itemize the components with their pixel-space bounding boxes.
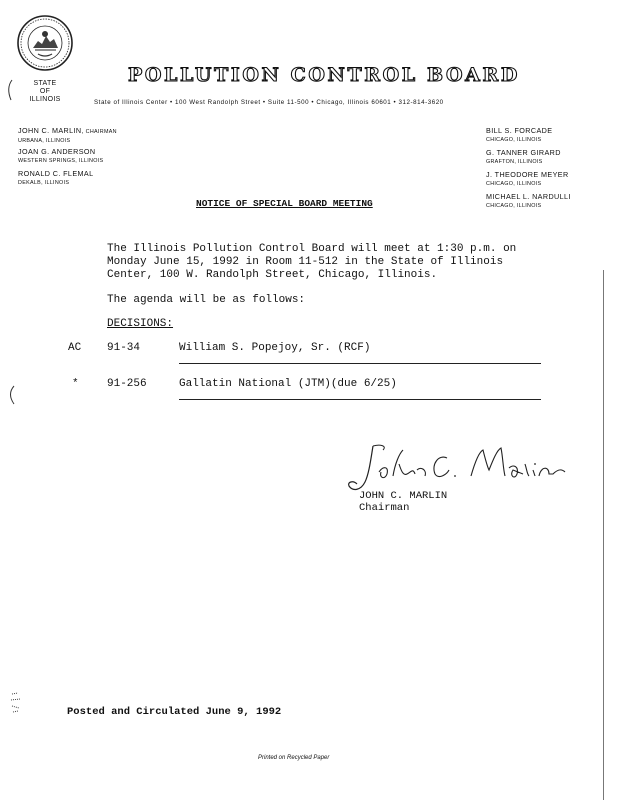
member-forcade	[486, 127, 552, 144]
member-name: JOHN C. MARLIN	[18, 126, 82, 135]
signer-name: JOHN C. MARLIN	[359, 490, 448, 502]
member-location: GRAFTON, ILLINOIS	[486, 158, 543, 165]
agenda-item-rule	[179, 399, 541, 400]
agenda-item-number: 91-256	[107, 378, 147, 390]
member-location: DEKALB, ILLINOIS	[18, 179, 70, 186]
agenda-item-description: William S. Popejoy, Sr. (RCF)	[179, 342, 371, 354]
member-anderson	[18, 148, 103, 165]
member-location: CHICAGO, ILLINOIS	[486, 136, 542, 143]
posted-date: Posted and Circulated June 9, 1992	[67, 706, 282, 718]
agenda-item-number: 91-34	[107, 342, 141, 354]
notice-body-line-1: The Illinois Pollution Control Board will meet at 1:30 p.m. on	[107, 243, 517, 255]
agenda-item-description: Gallatin National (JTM)(due 6/25)	[179, 378, 397, 390]
member-nardulli	[486, 193, 571, 210]
board-address: State of Illinois Center • 100 West Randolph Street • Suite 11-500 • Chicago, Illinois 60601 • 312-814-3620	[94, 99, 444, 106]
state-label-line-2: OF	[39, 88, 51, 95]
member-location: CHICAGO, ILLINOIS	[486, 202, 542, 209]
member-name: MICHAEL L. NARDULLI	[486, 192, 571, 201]
scan-edge-line	[603, 270, 604, 800]
notice-body-line-2: Monday June 15, 1992 in Room 11-512 in the State of Illinois	[107, 256, 504, 268]
notice-title: NOTICE OF SPECIAL BOARD MEETING	[196, 198, 373, 209]
member-marlin: JOHN C. MARLIN, CHAIRMAN URBANA, ILLINOIS	[18, 126, 117, 144]
agenda-item-rule	[179, 363, 541, 364]
signer-title: Chairman	[359, 502, 410, 514]
member-name: RONALD C. FLEMAL	[18, 169, 94, 178]
state-seal-icon	[16, 14, 74, 72]
state-label-line-3: ILLINOIS	[29, 96, 61, 103]
member-name: BILL S. FORCADE	[486, 126, 553, 135]
notice-body-line-3: Center, 100 W. Randolph Street, Chicago, Illinois.	[107, 269, 438, 281]
member-location: WESTERN SPRINGS, ILLINOIS	[18, 157, 104, 164]
member-location: CHICAGO, ILLINOIS	[486, 180, 542, 187]
board-name: POLLUTION CONTROL BOARD	[128, 64, 520, 86]
member-name: G. TANNER GIRARD	[486, 148, 561, 157]
member-meyer	[486, 171, 569, 188]
decisions-heading: DECISIONS:	[107, 318, 174, 330]
margin-mark	[4, 78, 14, 107]
margin-mark	[6, 384, 16, 411]
recycled-paper-note: Printed on Recycled Paper	[258, 755, 330, 761]
member-name: JOAN G. ANDERSON	[18, 147, 96, 156]
member-name: J. THEODORE MEYER	[486, 170, 569, 179]
member-location: URBANA, ILLINOIS	[18, 137, 71, 144]
margin-scribble	[8, 690, 24, 721]
state-label-line-1: STATE	[33, 80, 57, 87]
agenda-item-mark: AC	[68, 342, 82, 354]
agenda-intro: The agenda will be as follows:	[107, 294, 306, 306]
member-girard	[486, 149, 561, 166]
member-title: CHAIRMAN	[85, 129, 117, 135]
agenda-item-mark: *	[72, 378, 79, 390]
member-flemal	[18, 170, 94, 187]
